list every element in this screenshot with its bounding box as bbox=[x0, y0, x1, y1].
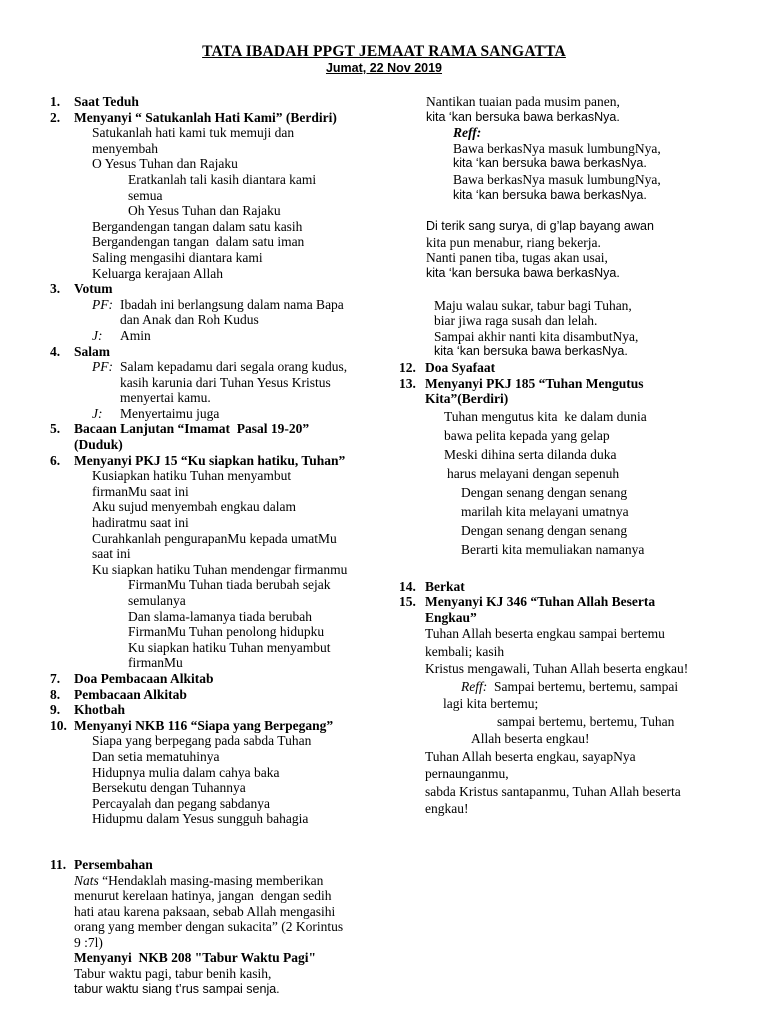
nats-line: orang yang member dengan sukacita” (2 Korintus bbox=[74, 919, 344, 935]
item-nkb116-heading: 10. Menyanyi NKB 116 “Siapa yang Berpegang” bbox=[50, 717, 334, 733]
lyric-line: kita ‘kan bersuka bawa berkasNya. bbox=[453, 187, 647, 202]
votum-pf-line: PF: Ibadah ini berlangsung dalam nama Bapa bbox=[92, 296, 344, 312]
item-persembahan: 11. Persembahan bbox=[50, 856, 153, 872]
lyric-line: Eratkanlah tali kasih diantara kami bbox=[128, 171, 317, 187]
item-kj346-heading: 15. Menyanyi KJ 346 “Tuhan Allah Beserta bbox=[399, 594, 656, 610]
lyric-line: Tabur waktu pagi, tabur benih kasih, bbox=[74, 966, 272, 982]
lyric-line: Nanti panen tiba, tugas akan usai, bbox=[426, 250, 608, 266]
nkb208-heading: Menyanyi NKB 208 "Tabur Waktu Pagi" bbox=[74, 950, 317, 966]
lyric-line: marilah kita melayani umatnya bbox=[461, 503, 629, 519]
item-doa-pembacaan: 7. Doa Pembacaan Alkitab bbox=[50, 670, 214, 686]
lyric-line: Meski dihina serta dilanda duka bbox=[444, 446, 617, 462]
lyric-line: Bawa berkasNya masuk lumbungNya, bbox=[453, 171, 661, 187]
document-date: Jumat, 22 Nov 2019 bbox=[325, 61, 443, 75]
lyric-line: Satukanlah hati kami tuk memuji dan bbox=[92, 125, 295, 141]
lyric-line: semulanya bbox=[128, 593, 186, 608]
lyric-line: Bersekutu dengan Tuhannya bbox=[92, 780, 246, 796]
item-votum: 3. Votum bbox=[50, 281, 113, 297]
left-column bbox=[50, 94, 370, 997]
lyric-line: Dan setia mematuhinya bbox=[92, 748, 220, 764]
lyric-line: kembali; kasih bbox=[425, 643, 505, 659]
lyric-line: Bawa berkasNya masuk lumbungNya, bbox=[453, 140, 661, 156]
votum-pf-line: dan Anak dan Roh Kudus bbox=[120, 312, 259, 328]
lyric-line: lagi kita bertemu; bbox=[443, 696, 539, 712]
salam-pf-line: menyertai kamu. bbox=[120, 390, 211, 406]
lyric-line: Ku siapkan hatiku Tuhan mendengar firmanmu bbox=[92, 561, 348, 577]
nats-line: Nats “Hendaklah masing-masing memberikan bbox=[74, 872, 324, 888]
lyric-line: Oh Yesus Tuhan dan Rajaku bbox=[128, 203, 281, 219]
lyric-line: Berarti kita memuliakan namanya bbox=[461, 541, 645, 557]
lyric-line: Nantikan tuaian pada musim panen, bbox=[426, 94, 620, 109]
lyric-line: tabur waktu siang t’rus sampai senja. bbox=[74, 981, 280, 996]
item-pkj15-heading: 6. Menyanyi PKJ 15 “Ku siapkan hatiku, Tuhan” bbox=[50, 452, 346, 468]
votum-j-line: J: Amin bbox=[92, 327, 151, 343]
item-bacaan-lanjutan-cont: (Duduk) bbox=[74, 437, 123, 453]
lyric-line: sabda Kristus santapanmu, Tuhan Allah beserta bbox=[425, 783, 681, 799]
lyric-line: Kristus mengawali, Tuhan Allah beserta engkau! bbox=[425, 661, 689, 677]
lyric-line: Saling mengasihi diantara kami bbox=[92, 249, 263, 265]
lyric-line: Bergandengan tangan dalam satu iman bbox=[92, 234, 305, 250]
lyric-line: engkau! bbox=[425, 801, 469, 817]
lyric-line: saat ini bbox=[92, 546, 131, 562]
lyric-line: kita ‘kan bersuka bawa berkasNya. bbox=[453, 156, 647, 171]
item-satukanlah-heading: 2. Menyanyi “ Satukanlah Hati Kami” (Berdiri) bbox=[50, 109, 337, 125]
lyric-line: Dengan senang dengan senang bbox=[461, 484, 628, 500]
item-berkat: 14. Berkat bbox=[399, 578, 465, 594]
item-pembacaan-alkitab: 8. Pembacaan Alkitab bbox=[50, 686, 187, 702]
lyric-line: firmanMu bbox=[128, 655, 183, 671]
reff-line: Reff: Sampai bertemu, bertemu, sampai bbox=[461, 678, 679, 694]
lyric-line: Di terik sang surya, di g’lap bayang awan bbox=[426, 219, 654, 234]
nats-line: 9 :7l) bbox=[74, 934, 103, 950]
lyric-line: semua bbox=[128, 187, 163, 203]
lyric-line: Hidupnya mulia dalam cahya baka bbox=[92, 764, 280, 780]
salam-pf-line: kasih karunia dari Tuhan Yesus Kristus bbox=[120, 374, 331, 390]
lyric-line: kita pun menabur, riang bekerja. bbox=[426, 234, 601, 250]
document-title: TATA IBADAH PPGT JEMAAT RAMA SANGATTA bbox=[202, 43, 566, 60]
lyric-line: pernaunganmu, bbox=[425, 766, 509, 782]
salam-pf-line: PF: Salam kepadamu dari segala orang kudus, bbox=[92, 359, 348, 375]
nats-line: menurut kerelaan hatinya, jangan dengan sedih bbox=[74, 888, 332, 904]
lyric-line: Percayalah dan pegang sabdanya bbox=[92, 795, 271, 811]
lyric-line: firmanMu saat ini bbox=[92, 483, 189, 499]
lyric-line: Hidupmu dalam Yesus sungguh bahagia bbox=[92, 811, 309, 827]
lyric-line: menyembah bbox=[92, 140, 158, 156]
lyric-line: Allah beserta engkau! bbox=[471, 731, 590, 747]
lyric-line: Sampai akhir nanti kita disambutNya, bbox=[434, 328, 639, 344]
item-kj346-heading-cont: Engkau” bbox=[425, 609, 477, 625]
lyric-line: Ku siapkan hatiku Tuhan menyambut bbox=[128, 639, 331, 655]
lyric-line: kita ‘kan bersuka bawa berkasNya. bbox=[426, 265, 620, 280]
lyric-line: FirmanMu Tuhan tiada berubah sejak bbox=[128, 577, 331, 593]
lyric-line: Curahkanlah pengurapanMu kepada umatMu bbox=[92, 530, 337, 546]
item-salam: 4. Salam bbox=[50, 343, 111, 359]
lyric-line: sampai bertemu, bertemu, Tuhan bbox=[497, 713, 675, 729]
salam-j-line: J: Menyertaimu juga bbox=[92, 405, 220, 421]
right-column bbox=[399, 94, 729, 818]
lyric-line: harus melayani dengan sepenuh bbox=[447, 465, 620, 481]
lyric-line: kita ‘kan bersuka bawa berkasNya. bbox=[426, 109, 620, 124]
lyric-line: Tuhan Allah beserta engkau, sayapNya bbox=[425, 748, 636, 764]
item-pkj185-heading-cont: Kita”(Berdiri) bbox=[425, 391, 509, 407]
lyric-line: FirmanMu Tuhan penolong hidupku bbox=[128, 624, 325, 640]
lyric-line: hadiratmu saat ini bbox=[92, 515, 189, 531]
lyric-line: Dengan senang dengan senang bbox=[461, 522, 628, 538]
lyric-line: Tuhan Allah beserta engkau sampai bertemu bbox=[425, 626, 665, 642]
item-bacaan-lanjutan: 5. Bacaan Lanjutan “Imamat Pasal 19-20” bbox=[50, 421, 310, 437]
lyric-line: Maju walau sukar, tabur bagi Tuhan, bbox=[434, 297, 632, 313]
lyric-line: Siapa yang berpegang pada sabda Tuhan bbox=[92, 733, 312, 749]
lyric-line: Keluarga kerajaan Allah bbox=[92, 265, 223, 281]
lyric-line: Aku sujud menyembah engkau dalam bbox=[92, 499, 296, 515]
item-saat-teduh: 1. Saat Teduh bbox=[50, 94, 139, 109]
lyric-line: biar jiwa raga susah dan lelah. bbox=[434, 313, 598, 329]
item-khotbah: 9. Khotbah bbox=[50, 702, 126, 718]
nats-line: hati atau karena paksaan, sebab Allah mengasihi bbox=[74, 903, 336, 919]
item-pkj185-heading: 13. Menyanyi PKJ 185 “Tuhan Mengutus bbox=[399, 375, 644, 391]
reff-label: Reff: bbox=[453, 125, 482, 141]
lyric-line: Kusiapkan hatiku Tuhan menyambut bbox=[92, 468, 292, 484]
lyric-line: kita ‘kan bersuka bawa berkasNya. bbox=[434, 344, 628, 359]
lyric-line: O Yesus Tuhan dan Rajaku bbox=[92, 156, 238, 172]
lyric-line: Tuhan mengutus kita ke dalam dunia bbox=[444, 408, 647, 424]
lyric-line: Dan slama-lamanya tiada berubah bbox=[128, 608, 313, 624]
lyric-line: Bergandengan tangan dalam satu kasih bbox=[92, 218, 303, 234]
lyric-line: bawa pelita kepada yang gelap bbox=[444, 427, 610, 443]
item-doa-syafaat: 12. Doa Syafaat bbox=[399, 359, 496, 375]
